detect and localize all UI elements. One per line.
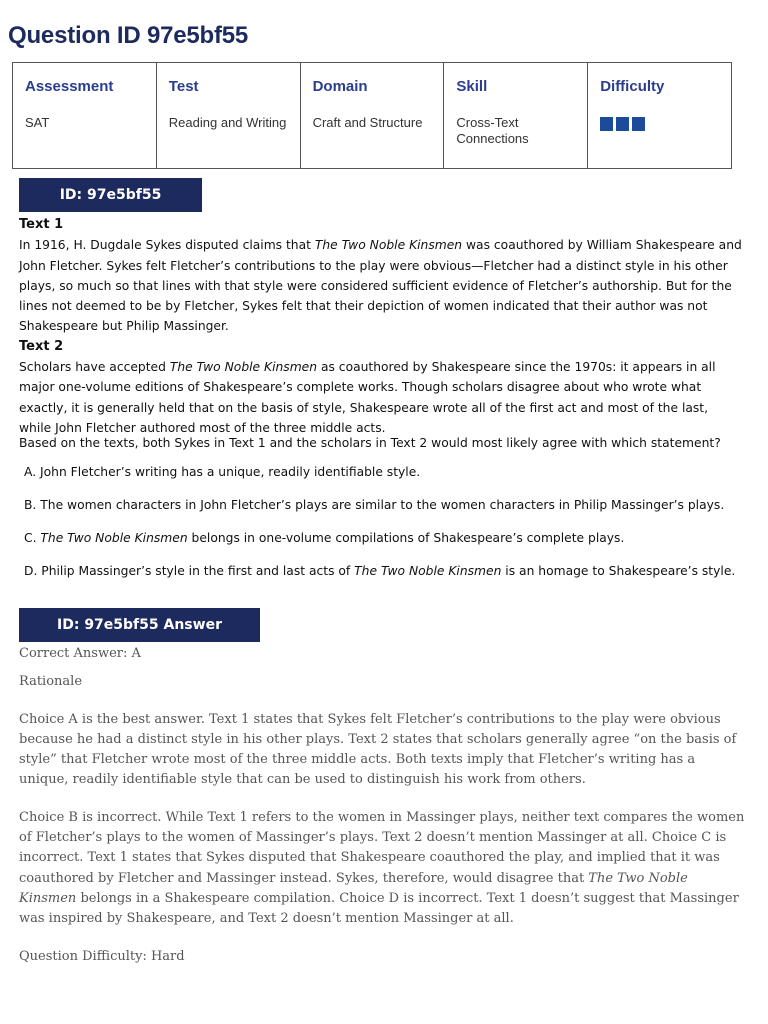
meta-domain-label: Domain: [312, 78, 368, 95]
choice-text: John Fletcher’s writing has a unique, readily identifiable style.: [40, 465, 421, 479]
text1-label: Text 1: [19, 217, 64, 232]
text1-paragraph: [19, 235, 744, 336]
choice-letter: C.: [24, 531, 41, 545]
rationale-part: Choice B is incorrect. While Text 1 refers to the women in Massinger plays, neither text compares the women of Fletcher’s plays to the women of Massinger’s plays. Text 2 doesn’t mention Massinger at all. Choice C is incorrect. Text 1 states that Sykes disputed that Shakespeare coauthored the play, and implied that it was coauthored by Fletcher and Massinger instead. Sykes, therefore, would disagree that: [19, 809, 745, 886]
text1-title: The Two Noble Kinsmen: [314, 238, 463, 253]
choice-text: Philip Massinger’s style in the first and last acts of: [41, 564, 355, 578]
answer-choices: [24, 462, 754, 594]
text2-paragraph: [19, 357, 744, 438]
choice-d: [24, 561, 754, 594]
meta-assessment-value: SAT: [25, 115, 50, 130]
question-difficulty: Question Difficulty: Hard: [19, 948, 185, 964]
question-metadata-table: [12, 62, 732, 169]
meta-skill-value: Cross-Text Connections: [456, 115, 529, 146]
meta-assessment-label: Assessment: [25, 78, 114, 95]
answer-id-banner: ID: 97e5bf55 Answer: [19, 608, 260, 642]
choice-letter: A.: [24, 465, 41, 479]
text1-part: In 1916, H. Dugdale Sykes disputed claims that: [19, 238, 315, 253]
meta-domain-value: Craft and Structure: [312, 115, 423, 130]
meta-skill-label: Skill: [456, 78, 488, 95]
text2-label: Text 2: [19, 338, 64, 354]
rationale-label: Rationale: [19, 674, 83, 690]
text1-part: was coauthored by William Shakespeare and John Fletcher. Sykes felt Fletcher’s contributions to the play were obvious—Fletcher had a distinct style in his other plays, so much so that lines with that style were considered sufficient evidence of Fletcher’s authorship. But for the lines not deemed to be by Fletcher, Sykes felt that their depiction of women indicated that their author was not Shakespeare but Philip Massinger.: [19, 238, 742, 334]
choice-c: [24, 528, 754, 561]
meta-domain: [300, 63, 444, 169]
difficulty-bar: [616, 117, 629, 131]
text2-part: as coauthored by Shakespeare since the 1970s: it appears in all major one-volume editions of Shakespeare’s complete works. Though scholars disagree about who wrote what exactly, it is generally held that on the basis of style, Shakespeare wrote all of the first act and most of the last, while John Fletcher authored most of the three middle acts.: [19, 360, 716, 435]
passage: [19, 215, 744, 438]
meta-test: [156, 63, 300, 169]
meta-difficulty-label: Difficulty: [600, 78, 665, 95]
rationale-paragraph-2: [19, 808, 747, 930]
choice-text: belongs in one-volume compilations of Shakespeare’s complete plays.: [187, 531, 625, 545]
choice-text: is an homage to Shakespeare’s style.: [501, 564, 736, 578]
question-id-banner: ID: 97e5bf55: [19, 178, 202, 212]
question-prompt: Based on the texts, both Sykes in Text 1 and the scholars in Text 2 would most likely agree with which statement?: [19, 436, 721, 450]
choice-title: The Two Noble Kinsmen: [354, 564, 502, 578]
choice-text: The women characters in John Fletcher’s plays are similar to the women characters in Philip Massinger’s plays.: [40, 498, 725, 512]
rationale-title: The Two Noble Kinsmen: [19, 870, 688, 906]
rationale-part: belongs in a Shakespeare compilation. Choice D is incorrect. Text 1 doesn’t suggest that Massinger was inspired by Shakespeare, and Text 2 doesn’t mention Massinger at all.: [19, 890, 739, 927]
meta-assessment: [13, 63, 157, 169]
page-title: Question ID 97e5bf55: [8, 22, 249, 49]
difficulty-indicator: [600, 117, 719, 131]
meta-skill: [444, 63, 588, 169]
answer-section: [19, 644, 747, 967]
correct-answer: Correct Answer: A: [19, 646, 141, 661]
choice-b: [24, 495, 754, 528]
text2-title: The Two Noble Kinsmen: [169, 360, 318, 375]
choice-title: The Two Noble Kinsmen: [40, 531, 188, 545]
meta-test-label: Test: [168, 78, 199, 95]
difficulty-bar: [600, 117, 613, 131]
difficulty-bar: [632, 117, 645, 131]
choice-a: [24, 462, 754, 495]
choice-letter: D.: [24, 564, 42, 578]
rationale-paragraph-1: Choice A is the best answer. Text 1 states that Sykes felt Fletcher’s contributions to the play were obvious because he had a distinct style in his other plays. Text 2 states that scholars generally agree “on the basis of style” that Fletcher wrote most of the three middle acts. Both texts imply that Fletcher’s writing has a unique, readily identifiable style that can be used to distinguish his work from others.: [19, 711, 737, 788]
meta-test-value: Reading and Writing: [168, 115, 287, 130]
meta-difficulty: [588, 63, 732, 169]
choice-letter: B.: [24, 498, 41, 512]
text2-part: Scholars have accepted: [19, 360, 170, 375]
